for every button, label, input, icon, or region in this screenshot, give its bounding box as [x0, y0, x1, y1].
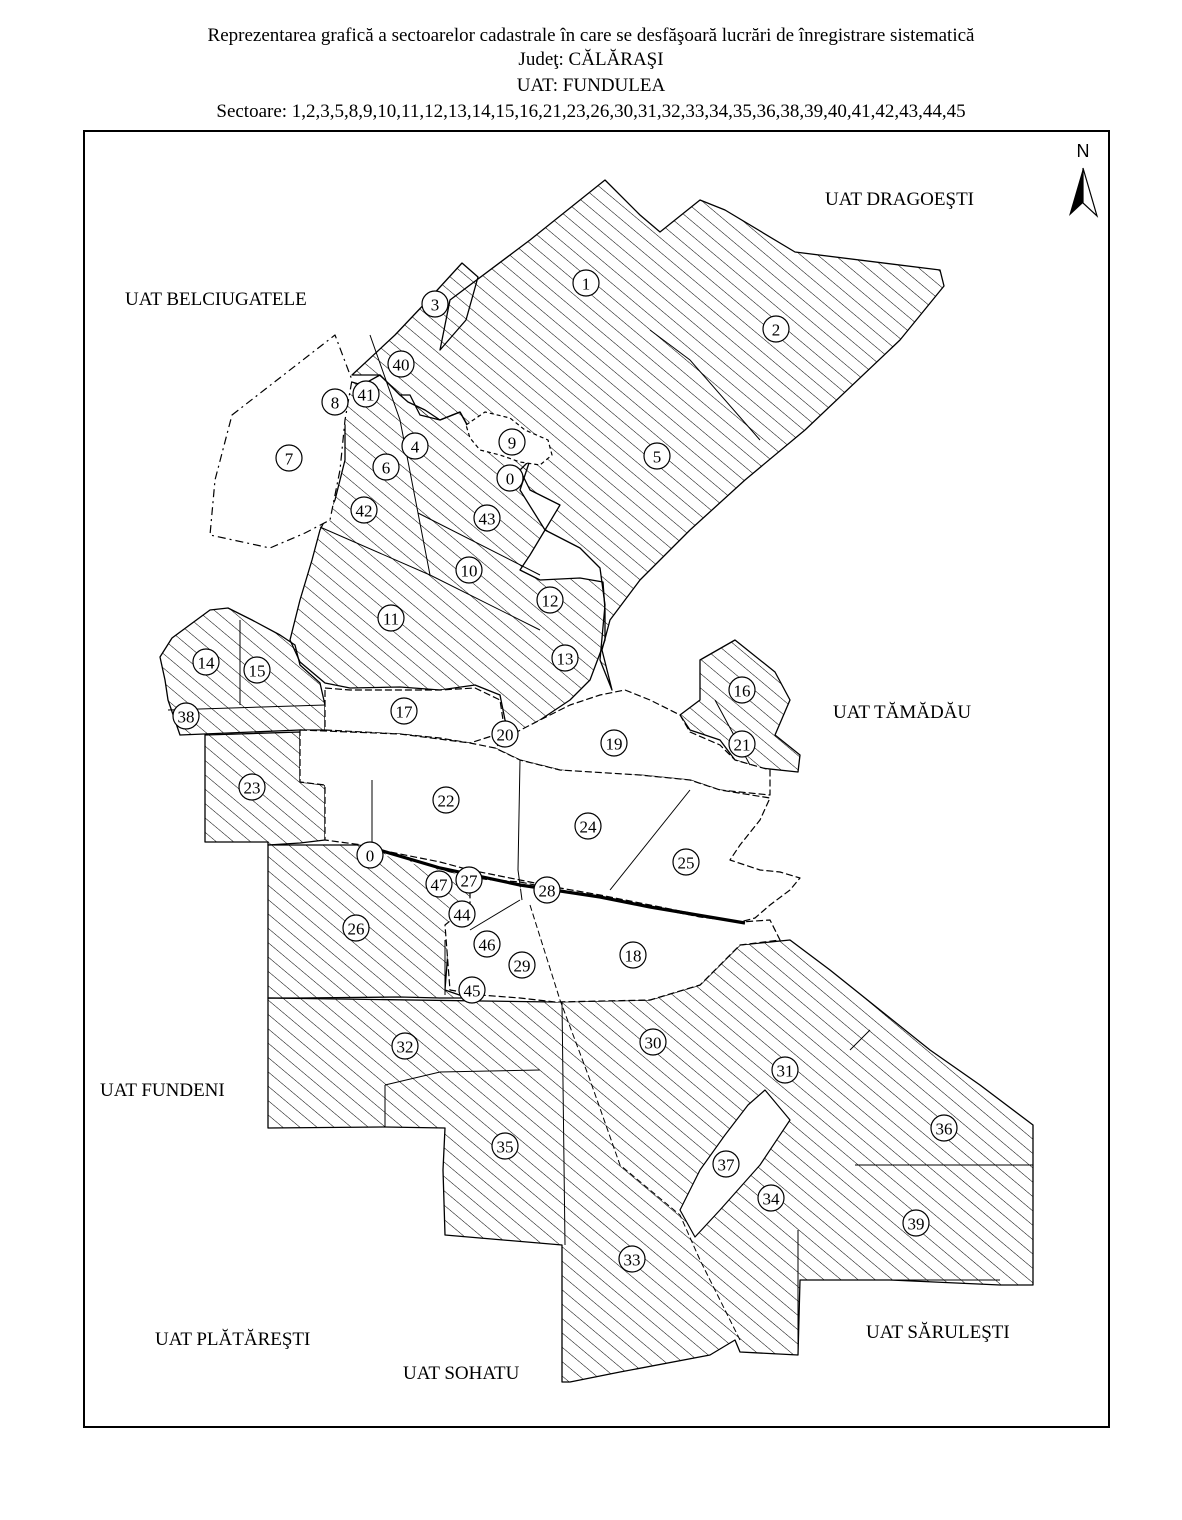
sector-number-label: 37: [717, 1155, 735, 1175]
sector-number-label: 12: [541, 591, 559, 611]
sector-marker: [758, 1185, 784, 1211]
sector-marker: [244, 657, 270, 683]
sector-marker: [392, 1033, 418, 1059]
sector-number-label: 1: [581, 274, 591, 294]
map-title-county: Judeţ: CĂLĂRAŞI: [518, 49, 664, 70]
uat-dragoesti-label: UAT DRAGOEŞTI: [825, 189, 975, 210]
sector-marker: [459, 977, 485, 1003]
sector-marker: [772, 1057, 798, 1083]
sector-marker: [509, 952, 535, 978]
sector-number-label: 42: [355, 501, 373, 521]
uat-sohatu-label: UAT SOHATU: [403, 1363, 520, 1384]
map-title-sectors: Sectoare: 1,2,3,5,8,9,10,11,12,13,14,15,16,21,23,26,30,31,32,33,34,35,36,38,39,40,41,42,43,44,45: [216, 101, 966, 122]
sector-marker: [640, 1029, 666, 1055]
sector-marker: [456, 867, 482, 893]
sector-number-label: 21: [733, 735, 751, 755]
sector-marker: [763, 316, 789, 342]
sector-number-label: 41: [357, 385, 375, 405]
sector-marker: [497, 465, 523, 491]
sector-marker: [351, 497, 377, 523]
sector-marker: [402, 433, 428, 459]
sector-number-label: 2: [771, 320, 781, 340]
sector-number-label: 3: [430, 295, 440, 315]
sector-number-label: 5: [652, 447, 662, 467]
sector-number-label: 11: [382, 609, 400, 629]
sector-number-label: 44: [453, 905, 471, 925]
sector-marker: [619, 1246, 645, 1272]
sector-marker: [575, 813, 601, 839]
sector-marker: [713, 1151, 739, 1177]
sector-number-label: 43: [478, 509, 496, 529]
sector-number-label: 6: [381, 458, 391, 478]
sector-marker: [422, 291, 448, 317]
uat-fundeni-label: UAT FUNDENI: [100, 1080, 225, 1101]
sector-number-label: 33: [623, 1250, 641, 1270]
north-label: N: [1076, 141, 1090, 161]
sector-number-label: 29: [513, 956, 531, 976]
sector-marker: [193, 649, 219, 675]
sector-marker: [353, 381, 379, 407]
sector-number-label: 0: [365, 846, 375, 866]
uat-plataresti-label: UAT PLĂTĂREŞTI: [155, 1329, 311, 1350]
sector-number-label: 0: [505, 469, 515, 489]
north-arrow-icon: [1069, 141, 1097, 216]
sector-number-label: 9: [507, 433, 517, 453]
sector-number-label: 25: [677, 853, 695, 873]
sector-marker: [573, 270, 599, 296]
sector-number-label: 18: [624, 946, 642, 966]
sector-marker: [729, 677, 755, 703]
sector-marker: [322, 389, 348, 415]
sector-number-label: 14: [197, 653, 215, 673]
uat-tamadau-label: UAT TĂMĂDĂU: [833, 702, 972, 723]
sector-marker: [388, 351, 414, 377]
sector-marker: [426, 871, 452, 897]
sector-number-label: 40: [392, 355, 410, 375]
sector-number-label: 35: [496, 1137, 514, 1157]
uat-sarulesti-label: UAT SĂRULEŞTI: [866, 1322, 1010, 1343]
sector-marker: [357, 842, 383, 868]
sector-marker: [343, 915, 369, 941]
sector-number-label: 32: [396, 1037, 414, 1057]
sector-marker: [620, 942, 646, 968]
sector-number-label: 23: [243, 778, 261, 798]
sector-number-label: 34: [762, 1189, 780, 1209]
sector-number-label: 13: [556, 649, 574, 669]
sector-marker: [456, 557, 482, 583]
sector-number-label: 16: [733, 681, 751, 701]
sector-number-label: 4: [410, 437, 420, 457]
sector-number-label: 47: [430, 875, 448, 895]
sector-number-label: 7: [284, 449, 294, 469]
sector-number-label: 39: [907, 1214, 925, 1234]
sector-marker: [903, 1210, 929, 1236]
sector-number-label: 38: [177, 707, 195, 727]
sector-marker: [729, 731, 755, 757]
sector-number-label: 30: [644, 1033, 662, 1053]
map-title-line-1: Reprezentarea grafică a sectoarelor cadastrale în care se desfăşoară lucrări de înregistrare sistematică: [207, 25, 975, 46]
sector-marker: [474, 505, 500, 531]
sector-marker: [373, 454, 399, 480]
sector-number-label: 10: [460, 561, 478, 581]
sector-marker: [378, 605, 404, 631]
sector-marker: [492, 1133, 518, 1159]
sector-marker: [601, 730, 627, 756]
uat-belciugatele-label: UAT BELCIUGATELE: [125, 289, 307, 310]
sector-number-label: 20: [496, 725, 514, 745]
sector-marker: [534, 877, 560, 903]
sector-marker: [552, 645, 578, 671]
sector-number-label: 22: [437, 791, 455, 811]
sector-number-label: 26: [347, 919, 365, 939]
sector-number-label: 19: [605, 734, 623, 754]
sector-number-label: 45: [463, 981, 481, 1001]
sector-number-label: 27: [460, 871, 478, 891]
sector-number-label: 24: [579, 817, 597, 837]
sector-marker: [644, 443, 670, 469]
sector-marker: [433, 787, 459, 813]
sector-marker: [449, 901, 475, 927]
sector-marker: [391, 698, 417, 724]
sector-number-label: 31: [776, 1061, 794, 1081]
sector-number-label: 46: [478, 935, 496, 955]
sector-marker: [499, 429, 525, 455]
sector-number-label: 36: [935, 1119, 953, 1139]
sector-number-label: 17: [395, 702, 413, 722]
sector-marker: [276, 445, 302, 471]
sector-marker: [173, 703, 199, 729]
sector-marker: [537, 587, 563, 613]
sector-marker: [931, 1115, 957, 1141]
map-title-uat: UAT: FUNDULEA: [516, 75, 666, 96]
sector-marker: [492, 721, 518, 747]
sector-number-label: 15: [248, 661, 266, 681]
sector-marker: [673, 849, 699, 875]
sector-number-label: 28: [538, 881, 556, 901]
sector-number-label: 8: [330, 393, 340, 413]
sector-marker: [474, 931, 500, 957]
sector-marker: [239, 774, 265, 800]
